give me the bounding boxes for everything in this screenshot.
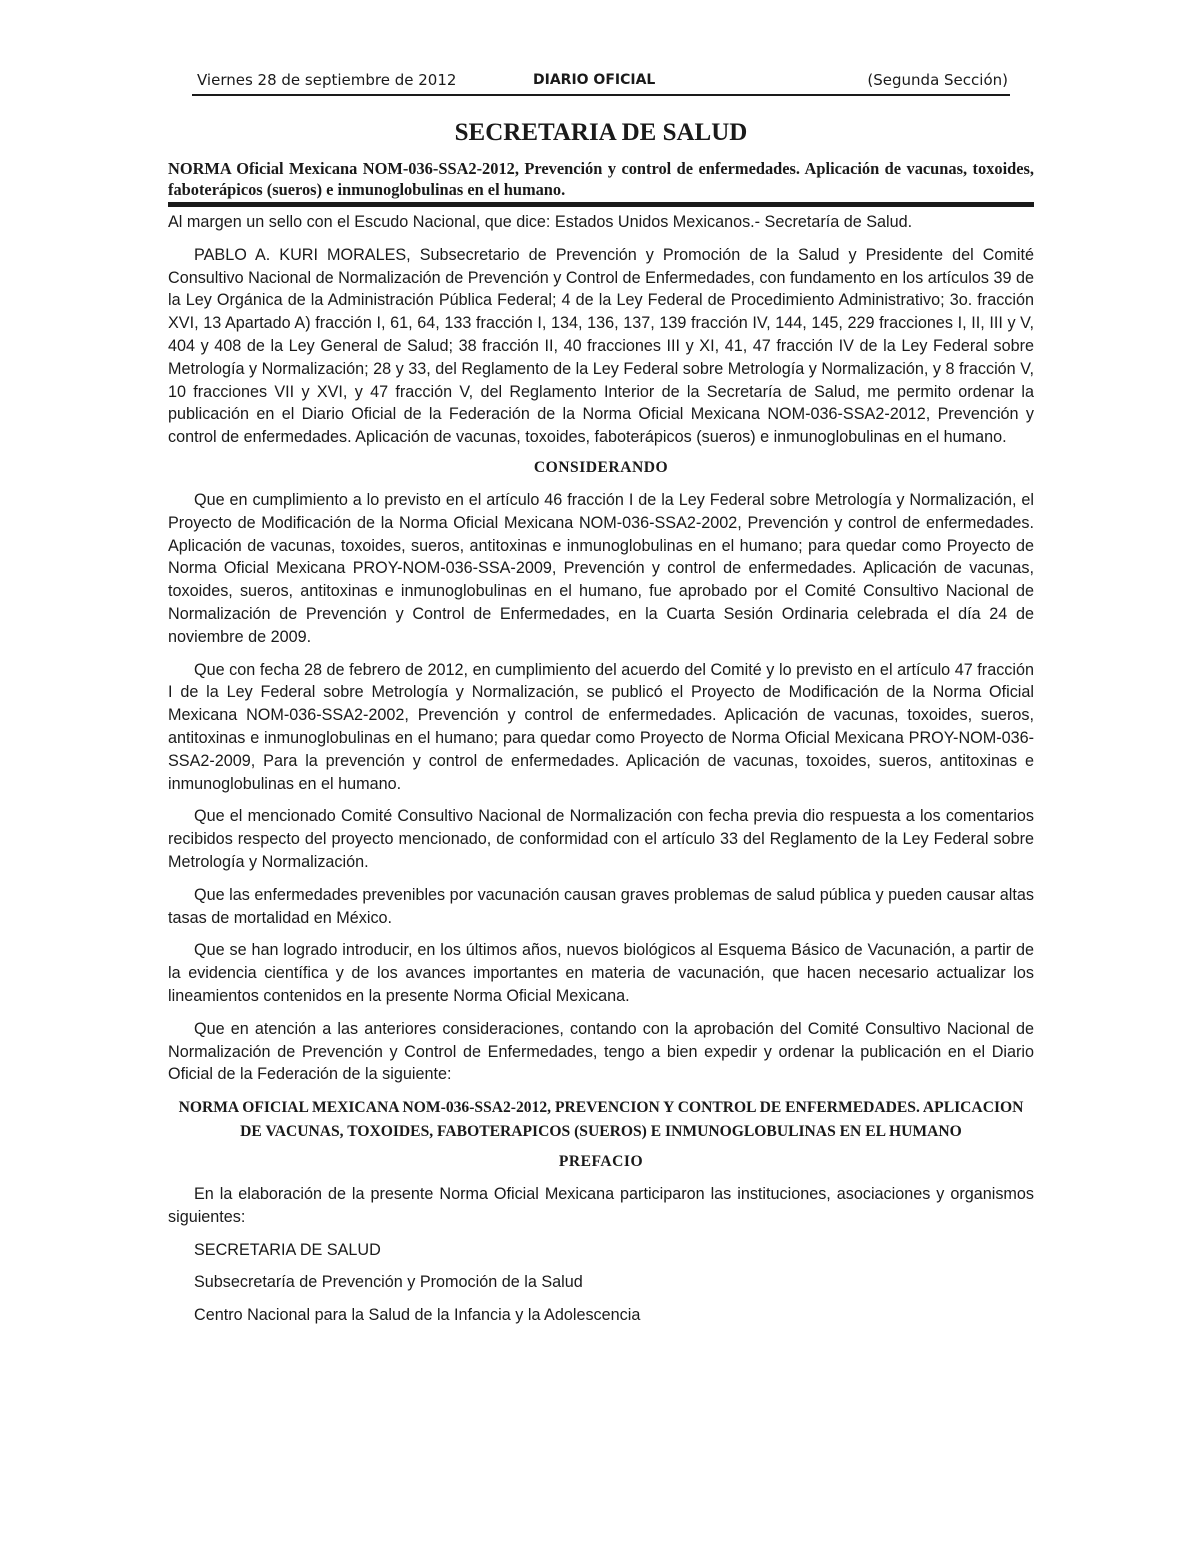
department-title: SECRETARIA DE SALUD xyxy=(454,119,748,146)
considerando-paragraph: Que las enfermedades prevenibles por vacunación causan graves problemas de salud pública y pueden causar altas tasas de mortalidad en México. xyxy=(168,885,1034,927)
header-date: Viernes 28 de septiembre de 2012 xyxy=(197,71,457,89)
heading-rule xyxy=(168,202,1034,207)
norm-title: NORMA OFICIAL MEXICANA NOM-036-SSA2-2012, PREVENCION Y CONTROL DE ENFERMEDADES. APLICACION DE VACUNAS, TOXOIDES, FABOTERAPICOS (SUEROS) E INMUNOGLOBULINAS EN EL HUMANO xyxy=(178,1099,1024,1140)
considerando-paragraph: Que en atención a las anteriores consideraciones, contando con la aprobación del Comité Consultivo Nacional de Normalización de Prevención y Control de Enfermedades, tengo a bien expedir y ordenar la publicación en el Diario Oficial de la Federación de la siguiente: xyxy=(168,1019,1034,1084)
institution-item: Subsecretaría de Prevención y Promoción de la Salud xyxy=(194,1273,583,1292)
considerando-paragraph: Que el mencionado Comité Consultivo Nacional de Normalización con fecha previa dio respuesta a los comentarios recibidos respecto del proyecto mencionado, de conformidad con el artículo 33 del Reglamento de la Ley Federal sobre Metrología y Normalización. xyxy=(168,807,1034,871)
preamble-paragraph: PABLO A. KURI MORALES, Subsecretario de Prevención y Promoción de la Salud y Presidente del Comité Consultivo Nacional de Normalización de Prevención y Control de Enfermedades, con fundamento en los artículos 39 de la Ley Orgánica de la Administración Pública Federal; 4 de la Ley Federal de Procedimiento Administrativo; 3o. fracción XVI, 13 Apartado A) fracción I, 61, 64, 133 fracción I, 134, 136, 137, 139 fracción IV, 144, 145, 229 fracciones I, II, III y V, 404 y 408 de la Ley General de Salud; 38 fracción II, 40 fracciones III y XI, 41, 47 fracción IV de la Ley Federal sobre Metrología y Normalización; 28 y 33, del Reglamento de la Ley Federal sobre Metrología y Normalización, y 8 fracción V, 10 fracciones VII y XVI, y 47 fracción V, del Reglamento Interior de la Secretaría de Salud, me permito ordenar la publicación en el Diario Oficial de la Federación de la Norma Oficial Mexicana NOM-036-SSA2-2012, Prevención y control de enfermedades. Aplicación de vacunas, toxoides, faboterápicos (sueros) e inmunoglobulinas en el humano. xyxy=(168,245,1034,447)
considerando-heading: CONSIDERANDO xyxy=(533,458,669,476)
header-section: (Segunda Sección) xyxy=(867,71,1008,89)
considerando-paragraph: Que se han logrado introducir, en los últimos años, nuevos biológicos al Esquema Básico de Vacunación, a partir de la evidencia científica y de los avances importantes en materia de vacunación, que hacen necesario actualizar los lineamientos contenidos en la presente Norma Oficial Mexicana. xyxy=(168,941,1034,1005)
prefacio-heading: PREFACIO xyxy=(558,1153,644,1171)
institution-item: SECRETARIA DE SALUD xyxy=(194,1240,381,1259)
norm-heading: NORMA Oficial Mexicana NOM-036-SSA2-2012, Prevención y control de enfermedades. Aplicación de vacunas, toxoides, faboterápicos (sueros) e inmunoglobulinas en el humano. xyxy=(168,159,1034,199)
institution-item: Centro Nacional para la Salud de la Infancia y la Adolescencia xyxy=(194,1306,641,1325)
considerando-paragraph: Que en cumplimiento a lo previsto en el artículo 46 fracción I de la Ley Federal sobre Metrología y Normalización, el Proyecto de Modificación de la Norma Oficial Mexicana NOM-036-SSA2-2002, Prevención y control de enfermedades. Aplicación de vacunas, toxoides, sueros, antitoxinas e inmunoglobulinas en el humano; para quedar como Proyecto de Norma Oficial Mexicana PROY-NOM-036-SSA-2009, Prevención y control de enfermedades. Aplicación de vacunas, toxoides, sueros, antitoxinas e inmunoglobulinas en el humano, fue aprobado por el Comité Consultivo Nacional de Normalización de Prevención y Control de Enfermedades, en la Cuarta Sesión Ordinaria celebrada el día 24 de noviembre de 2009. xyxy=(168,490,1034,646)
running-header xyxy=(192,68,1010,96)
document-page xyxy=(168,68,1034,1327)
header-publication: DIARIO OFICIAL xyxy=(533,72,656,88)
prefacio-intro: En la elaboración de la presente Norma Oficial Mexicana participaron las instituciones, asociaciones y organismos siguientes: xyxy=(168,1185,1034,1226)
seal-note: Al margen un sello con el Escudo Nacional, que dice: Estados Unidos Mexicanos.- Secretaría de Salud. xyxy=(168,213,913,231)
considerando-paragraph: Que con fecha 28 de febrero de 2012, en cumplimiento del acuerdo del Comité y lo previsto en el artículo 47 fracción I de la Ley Federal sobre Metrología y Normalización, se publicó el Proyecto de Modificación de la Norma Oficial Mexicana NOM-036-SSA2-2002, Prevención y control de enfermedades. Aplicación de vacunas, toxoides, sueros, antitoxinas e inmunoglobulinas en el humano; para quedar como Proyecto de Norma Oficial Mexicana PROY-NOM-036-SSA2-2009, Para la prevención y control de enfermedades. Aplicación de vacunas, toxoides, sueros, antitoxinas e inmunoglobulinas en el humano. xyxy=(168,660,1034,793)
